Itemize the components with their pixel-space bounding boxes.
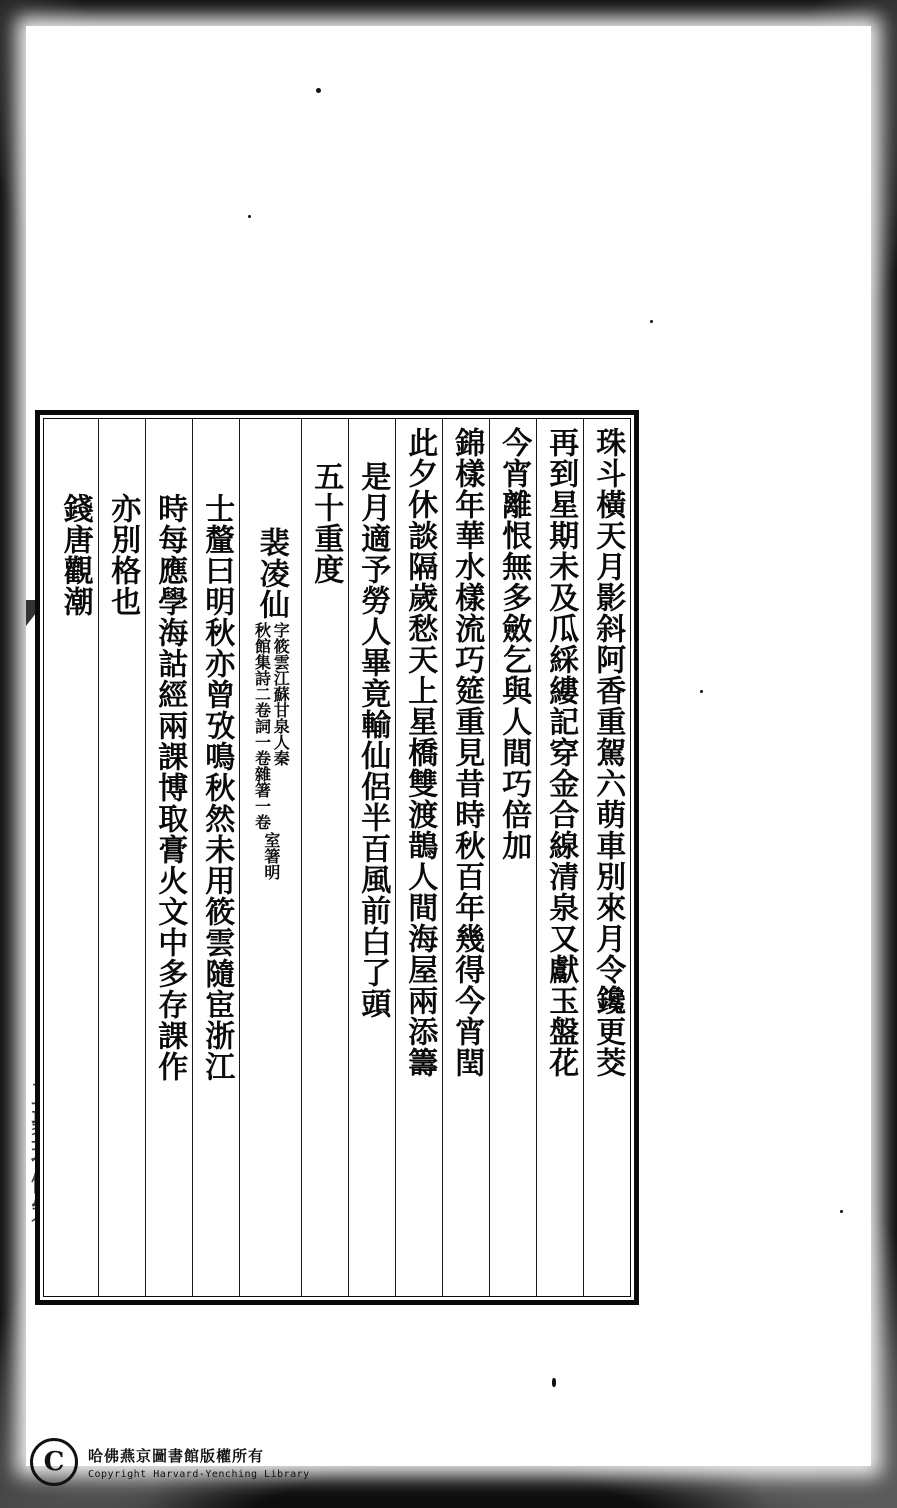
column-text: 時每應學海詁經兩課博取膏火文中多存課作 [152,493,188,1082]
text-block-frame [35,410,639,1305]
text-column-1 [583,419,630,1296]
column-text: 此夕休談隔歲愁天上星橋雙渡鵲人間海屋兩添籌 [402,427,438,1078]
author-note-line-3: 室箸明 [261,832,281,880]
column-text: 錦樣年華水樣流巧筵重見昔時秋百年幾得今宵閏 [449,427,485,1078]
column-text: 士釐曰明秋亦曾攷鳴秋然未用筱雲隨宦浙江 [199,493,235,1082]
column-text: 亦別 [105,493,141,555]
copyright-symbol-icon: C [30,1438,78,1486]
text-column-2 [536,419,583,1296]
text-column-9 [192,419,239,1296]
author-note-line-2: 秋館集詩二卷詞一卷雜箸一卷 [252,622,272,830]
stamp-text [88,1445,310,1480]
scan-speck-top [316,88,321,93]
column-text-continued: 格也 [105,555,141,617]
column-text: 再到星期未及瓜綵縷記穿金合線清泉又獻玉盤花 [543,427,579,1078]
scan-speck-bottom [552,1378,556,1387]
text-column-3 [489,419,536,1296]
column-text: 今宵離恨無多斂乞與人間巧倍加 [496,427,532,861]
text-column-10 [145,419,192,1296]
text-column-4 [442,419,489,1296]
library-copyright-stamp [30,1438,310,1486]
text-column-7 [301,419,348,1296]
column-text: 珠斗橫天月影斜阿香重駕六萌車別來月令鑱更茭 [590,427,626,1078]
stamp-chinese-text: 哈佛燕京圖書館版權所有 [88,1446,265,1465]
stamp-english-text: Copyright Harvard-Yenching Library [88,1468,310,1480]
author-note-line-1: 字筱雲江蘇甘泉人秦 [271,622,291,766]
author-note [252,622,290,830]
text-column-12 [51,419,98,1296]
author-name: 裴凌仙 [253,527,289,620]
text-column-6 [348,419,395,1296]
text-column-11 [98,419,145,1296]
scan-speck [248,215,251,218]
scan-speck [840,1210,843,1213]
text-columns [43,418,631,1297]
scan-speck [700,690,703,693]
text-column-8-author [239,419,301,1296]
poem-title: 五十重度 [308,461,344,585]
column-text: 是月適予勞人畢竟輸仙侶半百風前白了頭 [355,461,391,1019]
poem-title-2: 錢唐觀潮 [57,493,93,617]
text-column-5 [395,419,442,1296]
scan-speck [650,320,653,323]
